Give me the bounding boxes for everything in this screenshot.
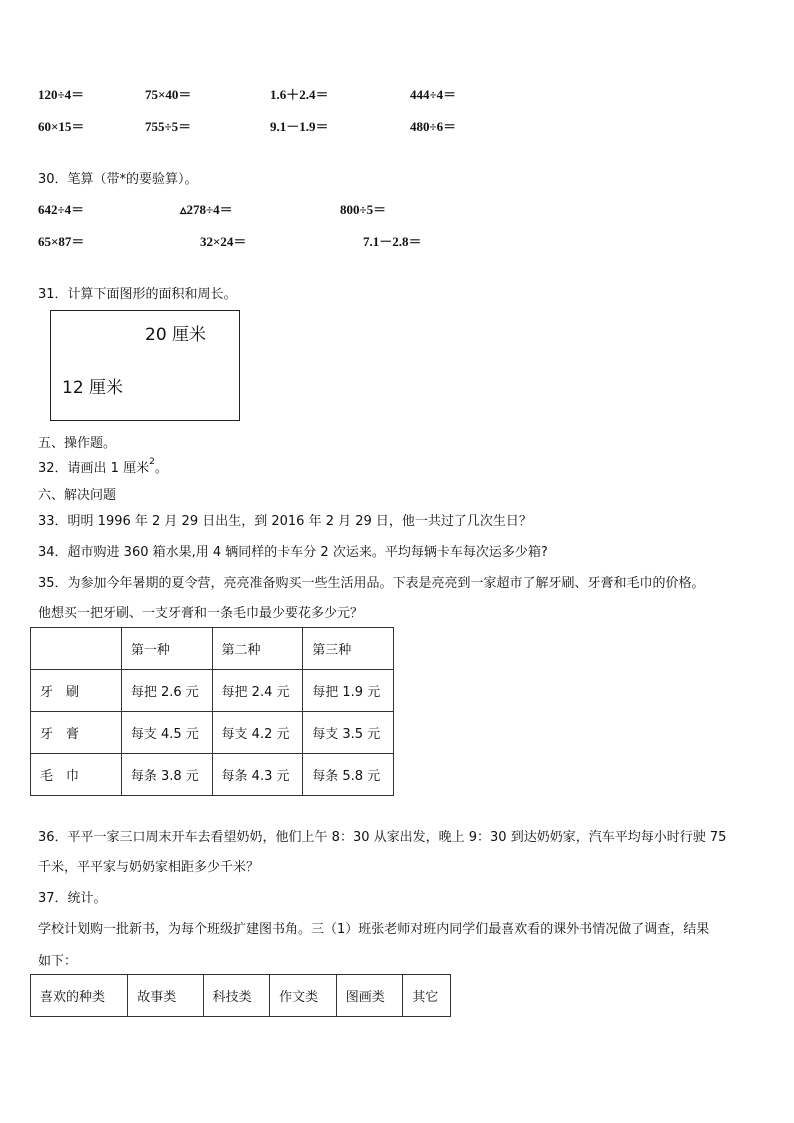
table-cell: 毛 巾 (31, 754, 122, 796)
section-6-heading: 六、解决问题 (38, 488, 117, 503)
calc-item: 75×40＝ (145, 87, 192, 102)
calc-item: 642÷4＝ (38, 202, 85, 217)
calc-item: 7.1－2.8＝ (363, 234, 422, 249)
table-cell: 牙 刷 (31, 670, 122, 712)
calc-item: 120÷4＝ (38, 87, 85, 102)
table-header-row (31, 628, 394, 670)
table-cell: 每条 5.8 元 (303, 754, 394, 796)
table-cell: 科技类 (203, 975, 270, 1017)
table-header-row (31, 975, 451, 1017)
rectangle-width-label: 12 厘米 (62, 378, 124, 398)
question-33: 33．明明 1996 年 2 月 29 日出生，到 2016 年 2 月 29 日，他一共过了几次生日？ (38, 514, 532, 529)
table-cell: 每支 4.2 元 (212, 712, 303, 754)
table-row (31, 670, 394, 712)
question-37-title: 37．统计。 (38, 891, 107, 906)
question-32 (38, 457, 168, 476)
calc-item: 65×87＝ (38, 234, 85, 249)
question-32-end: 。 (154, 461, 168, 476)
table-cell (31, 628, 122, 670)
table-cell: 第三种 (303, 628, 394, 670)
table-cell: 喜欢的种类 (31, 975, 128, 1017)
table-cell: 作文类 (270, 975, 337, 1017)
question-34: 34．超市购进 360 箱水果,用 4 辆同样的卡车分 2 次运来。平均每辆卡车每次运多少箱? (38, 545, 548, 560)
rectangle-figure (50, 310, 240, 421)
superscript: 2 (149, 457, 155, 467)
table-cell: 第一种 (121, 628, 212, 670)
table-cell: 故事类 (128, 975, 203, 1017)
table-cell: 每把 1.9 元 (303, 670, 394, 712)
question-32-text: 32．请画出 1 厘米 (38, 461, 150, 476)
question-37-line2: 如下： (38, 954, 78, 969)
table-row (31, 754, 394, 796)
question-35-line1: 35．为参加今年暑期的夏令营，亮亮准备购买一些生活用品。下表是亮亮到一家超市了解牙刷、牙膏和毛巾的价格。 (38, 576, 705, 591)
calc-item: 444÷4＝ (410, 87, 457, 102)
table-cell: 图画类 (336, 975, 403, 1017)
table-cell: 每把 2.4 元 (212, 670, 303, 712)
table-cell: 每支 4.5 元 (121, 712, 212, 754)
calc-item: 60×15＝ (38, 119, 85, 134)
question-37-line1: 学校计划购一批新书，为每个班级扩建图书角。三（1）班张老师对班内同学们最喜欢看的课外书情况做了调查，结果 (38, 922, 710, 937)
calc-item: 480÷6＝ (410, 119, 457, 134)
statistics-table (30, 974, 451, 1017)
table-cell: 第二种 (212, 628, 303, 670)
table-row (31, 712, 394, 754)
question-30-title: 30．笔算（带*的要验算）。 (38, 172, 198, 187)
calc-item: 9.1－1.9＝ (270, 119, 329, 134)
rectangle-length-label: 20 厘米 (145, 325, 207, 345)
question-36-line1: 36．平平一家三口周末开车去看望奶奶，他们上午 8：30 从家出发，晚上 9：30 到达奶奶家，汽车平均每小时行驶 75 (38, 830, 727, 845)
calc-item: ▵278÷4＝ (180, 202, 233, 217)
question-36-line2: 千米，平平家与奶奶家相距多少千米？ (38, 860, 260, 875)
calc-item: 755÷5＝ (145, 119, 192, 134)
question-31-title: 31．计算下面图形的面积和周长。 (38, 287, 237, 302)
table-cell: 其它 (403, 975, 451, 1017)
question-35-line2: 他想买一把牙刷、一支牙膏和一条毛巾最少要花多少元？ (38, 606, 364, 621)
table-cell: 每条 4.3 元 (212, 754, 303, 796)
price-table (30, 627, 394, 796)
table-cell: 每支 3.5 元 (303, 712, 394, 754)
table-cell: 每条 3.8 元 (121, 754, 212, 796)
table-cell: 每把 2.6 元 (121, 670, 212, 712)
calc-item: 32×24＝ (200, 234, 247, 249)
table-cell: 牙 膏 (31, 712, 122, 754)
calc-item: 1.6＋2.4＝ (270, 87, 329, 102)
section-5-heading: 五、操作题。 (38, 436, 117, 451)
calc-item: 800÷5＝ (340, 202, 387, 217)
